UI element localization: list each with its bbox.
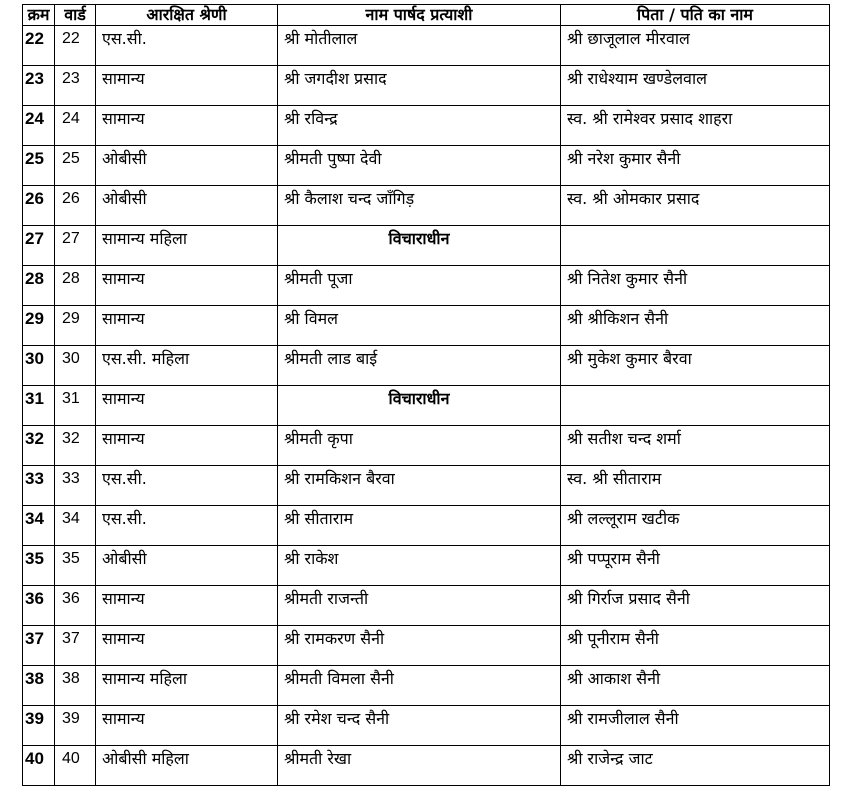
header-guardian: पिता / पति का नाम xyxy=(561,5,830,26)
row-ward-cell: 24 xyxy=(55,106,96,146)
row-kram-cell: 23 xyxy=(23,66,55,106)
row-name-cell: श्री रविन्द्र xyxy=(278,106,561,146)
row-name-cell: श्रीमती कृपा xyxy=(278,426,561,466)
row-category-cell: सामान्य xyxy=(96,306,278,346)
row-guardian-cell: स्व. श्री सीताराम xyxy=(561,466,830,506)
row-category-cell: सामान्य महिला xyxy=(96,666,278,706)
row-ward-cell: 32 xyxy=(55,426,96,466)
table-row xyxy=(23,146,830,186)
table-row xyxy=(23,186,830,226)
header-category: आरक्षित श्रेणी xyxy=(96,5,278,26)
row-kram-cell: 35 xyxy=(23,546,55,586)
header-name: नाम पार्षद प्रत्याशी xyxy=(278,5,561,26)
row-ward-cell: 30 xyxy=(55,346,96,386)
row-kram-cell: 39 xyxy=(23,706,55,746)
table-row xyxy=(23,506,830,546)
row-category-cell: सामान्य xyxy=(96,386,278,426)
row-guardian-cell: श्री राजेन्द्र जाट xyxy=(561,746,830,786)
table-row xyxy=(23,66,830,106)
row-ward-cell: 35 xyxy=(55,546,96,586)
row-name-cell: श्रीमती पुष्पा देवी xyxy=(278,146,561,186)
row-guardian-cell: श्री रामजीलाल सैनी xyxy=(561,706,830,746)
row-kram-cell: 22 xyxy=(23,26,55,66)
row-name-cell: श्री रामकरण सैनी xyxy=(278,626,561,666)
row-ward-cell: 33 xyxy=(55,466,96,506)
row-name-cell: श्री रमेश चन्द सैनी xyxy=(278,706,561,746)
row-guardian-cell: श्री मुकेश कुमार बैरवा xyxy=(561,346,830,386)
table-row xyxy=(23,26,830,66)
row-category-cell: सामान्य xyxy=(96,66,278,106)
row-category-cell: ओबीसी महिला xyxy=(96,746,278,786)
row-name-cell: श्री रामकिशन बैरवा xyxy=(278,466,561,506)
row-guardian-cell: श्री सतीश चन्द शर्मा xyxy=(561,426,830,466)
row-kram-cell: 32 xyxy=(23,426,55,466)
row-category-cell: एस.सी. xyxy=(96,506,278,546)
row-ward-cell: 36 xyxy=(55,586,96,626)
table-row xyxy=(23,626,830,666)
table-row xyxy=(23,746,830,786)
row-kram-cell: 40 xyxy=(23,746,55,786)
row-ward-cell: 34 xyxy=(55,506,96,546)
row-category-cell: एस.सी. xyxy=(96,26,278,66)
row-guardian-cell xyxy=(561,386,830,426)
row-kram-cell: 30 xyxy=(23,346,55,386)
row-guardian-cell: श्री लल्लूराम खटीक xyxy=(561,506,830,546)
row-category-cell: ओबीसी xyxy=(96,146,278,186)
row-category-cell: ओबीसी xyxy=(96,546,278,586)
row-kram-cell: 38 xyxy=(23,666,55,706)
row-category-cell: सामान्य xyxy=(96,706,278,746)
table-header xyxy=(23,5,830,26)
row-kram-cell: 27 xyxy=(23,226,55,266)
row-guardian-cell: श्री गिर्राज प्रसाद सैनी xyxy=(561,586,830,626)
row-category-cell: सामान्य xyxy=(96,626,278,666)
row-ward-cell: 40 xyxy=(55,746,96,786)
row-category-cell: सामान्य महिला xyxy=(96,226,278,266)
table-row xyxy=(23,546,830,586)
row-name-cell: श्री राकेश xyxy=(278,546,561,586)
row-kram-cell: 24 xyxy=(23,106,55,146)
table-row xyxy=(23,226,830,266)
row-kram-cell: 26 xyxy=(23,186,55,226)
row-ward-cell: 31 xyxy=(55,386,96,426)
row-guardian-cell: श्री पूनीराम सैनी xyxy=(561,626,830,666)
row-name-cell: श्रीमती राजन्ती xyxy=(278,586,561,626)
table-row xyxy=(23,106,830,146)
row-name-cell: श्रीमती विमला सैनी xyxy=(278,666,561,706)
row-category-cell: सामान्य xyxy=(96,426,278,466)
table-row xyxy=(23,266,830,306)
table-row xyxy=(23,466,830,506)
table-row xyxy=(23,346,830,386)
row-ward-cell: 25 xyxy=(55,146,96,186)
row-name-cell: विचाराधीन xyxy=(278,386,561,426)
row-guardian-cell: श्री आकाश सैनी xyxy=(561,666,830,706)
row-category-cell: एस.सी. xyxy=(96,466,278,506)
table-row xyxy=(23,706,830,746)
row-category-cell: एस.सी. महिला xyxy=(96,346,278,386)
row-name-cell: विचाराधीन xyxy=(278,226,561,266)
row-kram-cell: 29 xyxy=(23,306,55,346)
table-row xyxy=(23,666,830,706)
row-ward-cell: 23 xyxy=(55,66,96,106)
row-guardian-cell: श्री श्रीकिशन सैनी xyxy=(561,306,830,346)
header-kram: क्रम xyxy=(23,5,55,26)
table-row xyxy=(23,306,830,346)
row-guardian-cell: स्व. श्री रामेश्वर प्रसाद शाहरा xyxy=(561,106,830,146)
row-name-cell: श्री मोतीलाल xyxy=(278,26,561,66)
row-name-cell: श्रीमती पूजा xyxy=(278,266,561,306)
candidate-table xyxy=(22,4,830,786)
table-body xyxy=(23,26,830,786)
row-name-cell: श्रीमती लाड बाई xyxy=(278,346,561,386)
table-row xyxy=(23,386,830,426)
row-category-cell: ओबीसी xyxy=(96,186,278,226)
row-guardian-cell: श्री पप्पूराम सैनी xyxy=(561,546,830,586)
row-ward-cell: 22 xyxy=(55,26,96,66)
row-guardian-cell: श्री नरेश कुमार सैनी xyxy=(561,146,830,186)
row-kram-cell: 28 xyxy=(23,266,55,306)
row-kram-cell: 36 xyxy=(23,586,55,626)
header-ward: वार्ड xyxy=(55,5,96,26)
row-guardian-cell xyxy=(561,226,830,266)
row-kram-cell: 25 xyxy=(23,146,55,186)
row-name-cell: श्रीमती रेखा xyxy=(278,746,561,786)
row-guardian-cell: श्री नितेश कुमार सैनी xyxy=(561,266,830,306)
row-name-cell: श्री सीताराम xyxy=(278,506,561,546)
row-name-cell: श्री जगदीश प्रसाद xyxy=(278,66,561,106)
row-guardian-cell: श्री राधेश्याम खण्डेलवाल xyxy=(561,66,830,106)
row-ward-cell: 27 xyxy=(55,226,96,266)
row-kram-cell: 37 xyxy=(23,626,55,666)
row-category-cell: सामान्य xyxy=(96,586,278,626)
row-ward-cell: 39 xyxy=(55,706,96,746)
row-kram-cell: 33 xyxy=(23,466,55,506)
row-guardian-cell: स्व. श्री ओमकार प्रसाद xyxy=(561,186,830,226)
row-category-cell: सामान्य xyxy=(96,106,278,146)
row-name-cell: श्री कैलाश चन्द जाँगिड़ xyxy=(278,186,561,226)
row-ward-cell: 37 xyxy=(55,626,96,666)
row-kram-cell: 31 xyxy=(23,386,55,426)
row-ward-cell: 26 xyxy=(55,186,96,226)
row-category-cell: सामान्य xyxy=(96,266,278,306)
header-row xyxy=(23,5,830,26)
row-guardian-cell: श्री छाजूलाल मीरवाल xyxy=(561,26,830,66)
row-ward-cell: 38 xyxy=(55,666,96,706)
row-kram-cell: 34 xyxy=(23,506,55,546)
row-ward-cell: 29 xyxy=(55,306,96,346)
row-name-cell: श्री विमल xyxy=(278,306,561,346)
table-row xyxy=(23,586,830,626)
table-row xyxy=(23,426,830,466)
row-ward-cell: 28 xyxy=(55,266,96,306)
